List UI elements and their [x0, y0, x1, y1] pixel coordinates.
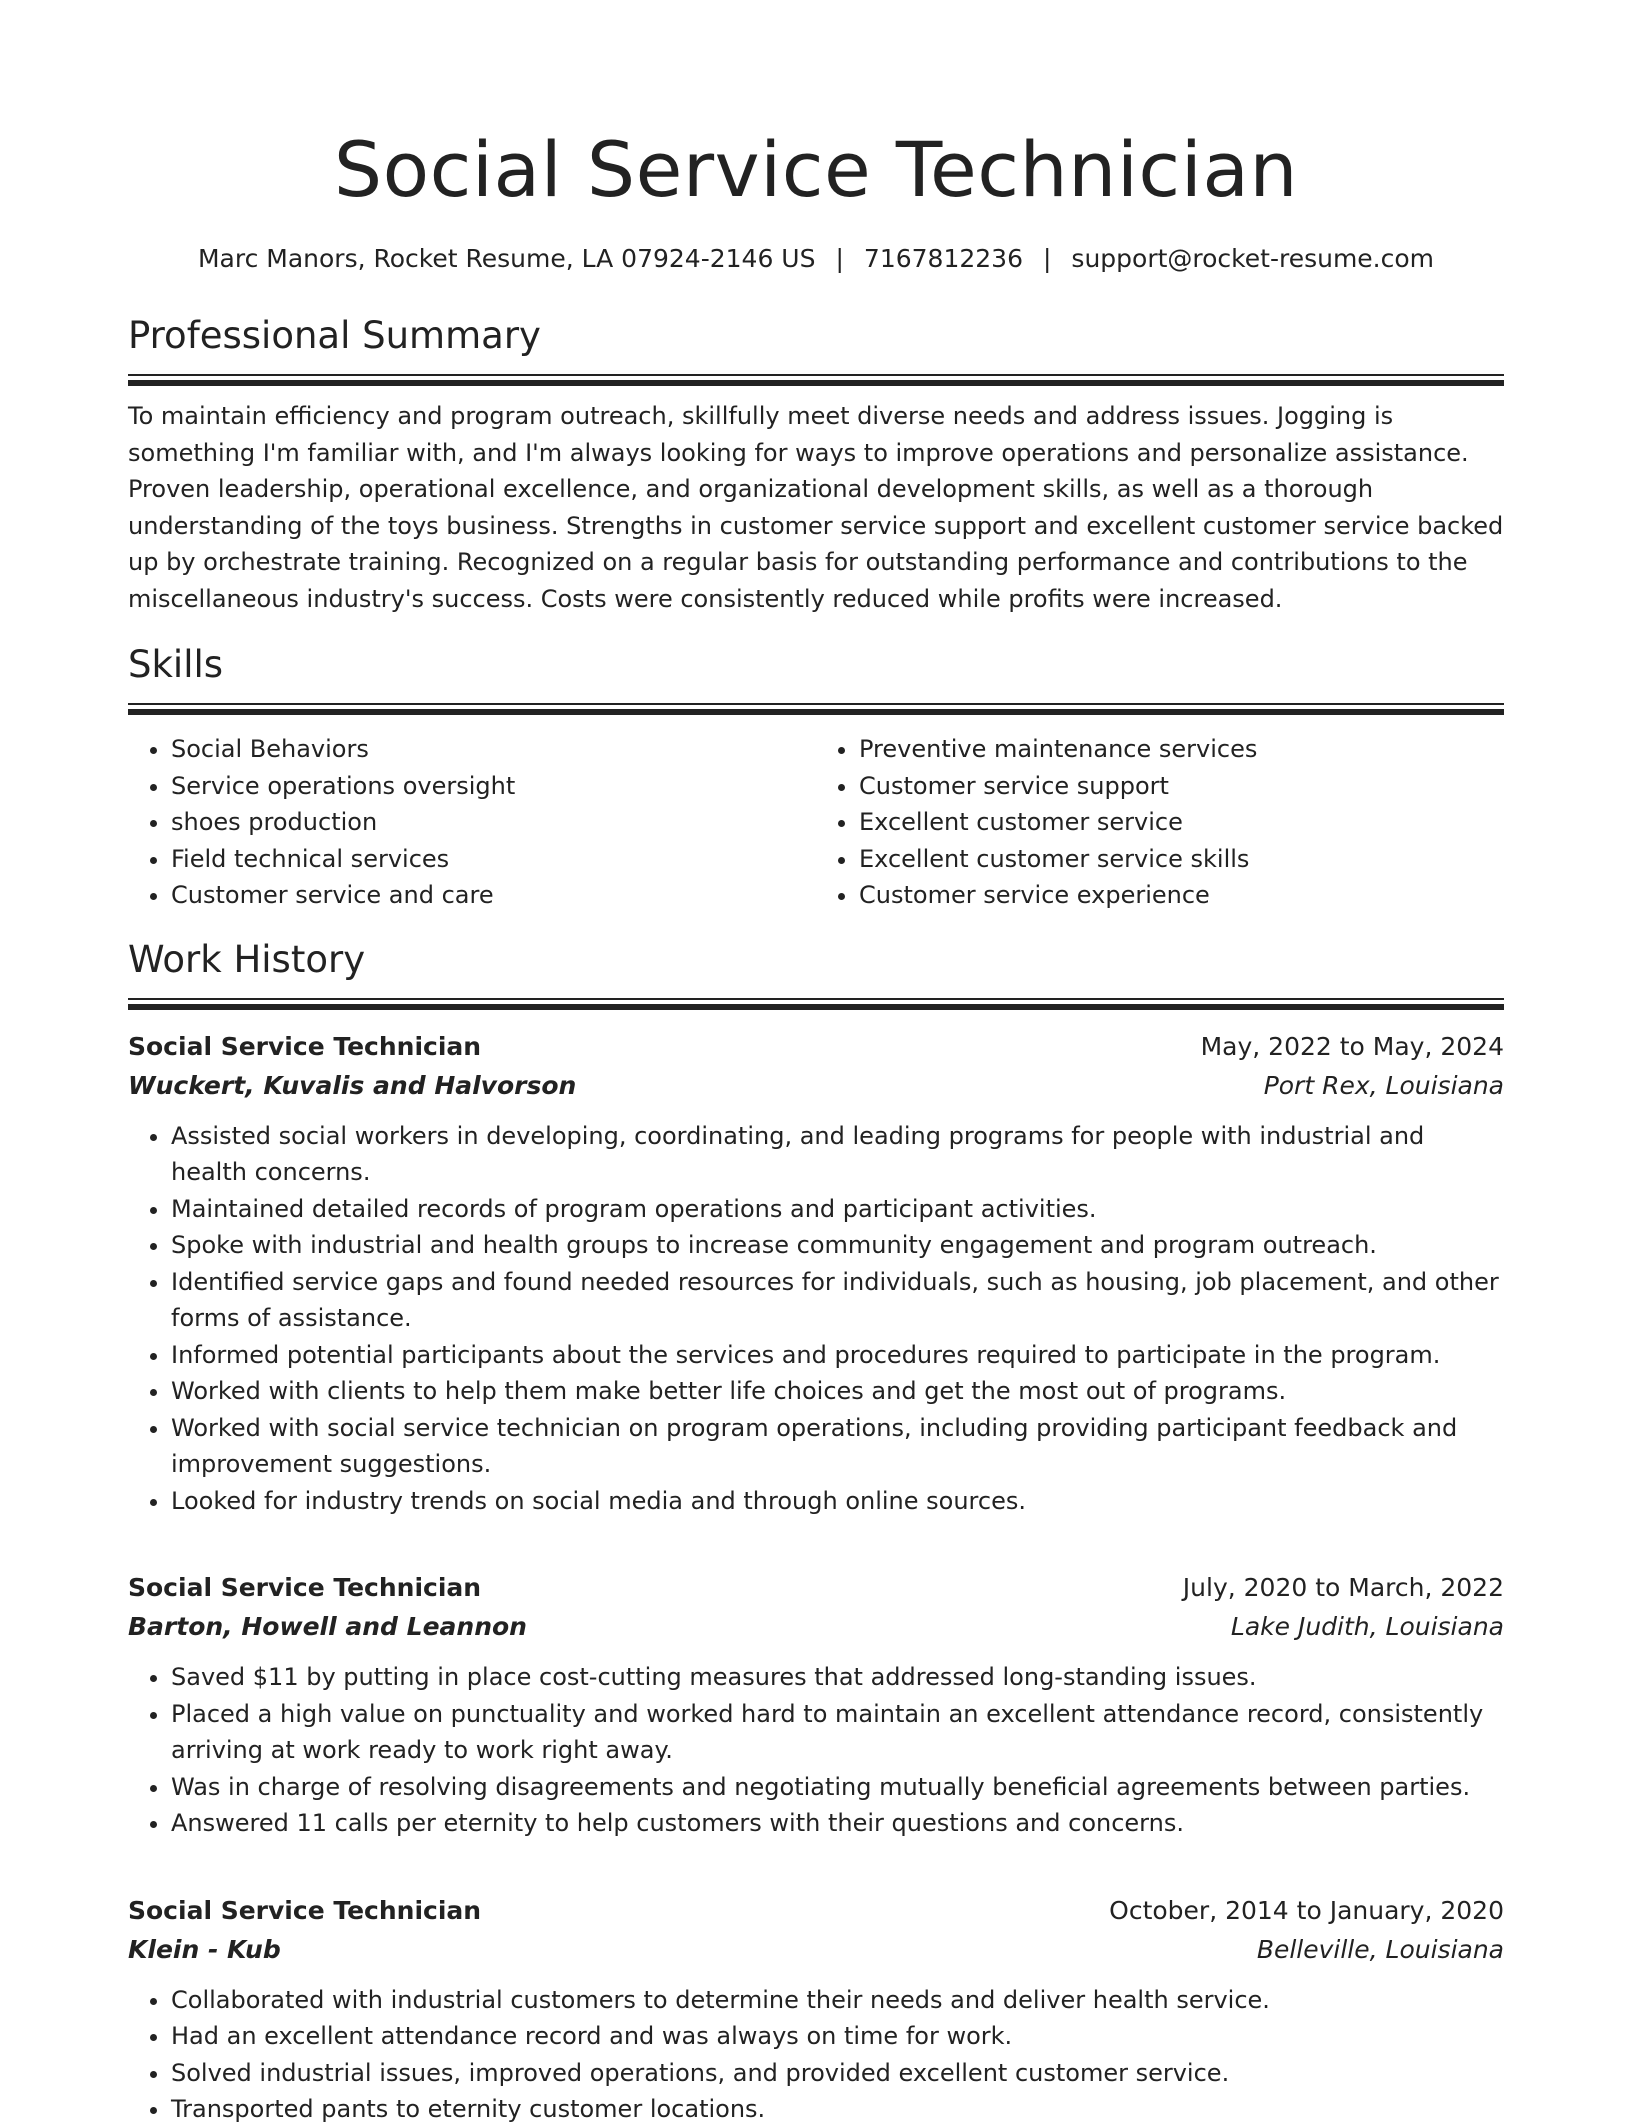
section-divider [128, 374, 1504, 386]
skills-section [128, 641, 1504, 914]
job-bullets [128, 1659, 1504, 1842]
job-header [128, 1892, 1504, 1930]
job-bullet: • Collaborated with industrial customers to determine their needs and deliver health service. [171, 1982, 1504, 2019]
summary-heading: Professional Summary [128, 314, 541, 357]
job-bullet: • Informed potential participants about the services and procedures required to participate in the program. [171, 1337, 1504, 1374]
job-bullets [128, 1118, 1504, 1520]
job-bullet: • Transported pants to eternity customer locations. [171, 2091, 1504, 2128]
skill-item: • Service operations oversight [171, 768, 816, 805]
job-subheader [128, 1930, 1504, 1970]
skill-item: • Preventive maintenance services [859, 731, 1504, 768]
job-subheader [128, 1066, 1504, 1106]
contact-line [128, 242, 1504, 276]
job-bullet: • Maintained detailed records of program operations and participant activities. [171, 1191, 1504, 1228]
job-company: Barton, Howell and Leannon [128, 1612, 527, 1641]
job-dates: July, 2020 to March, 2022 [1182, 1573, 1504, 1602]
summary-section [128, 312, 1504, 617]
job-entry [128, 1028, 1504, 1520]
job-location: Belleville, Louisiana [1256, 1934, 1504, 1964]
skill-item: • Field technical services [171, 841, 816, 878]
job-subheader [128, 1607, 1504, 1647]
contact-separator: | [835, 244, 844, 273]
skill-item: • Customer service support [859, 768, 1504, 805]
job-bullet: • Worked with social service technician on program operations, including providing participant feedback and improvement suggestions. [171, 1410, 1504, 1483]
resume-title: Social Service Technician [333, 125, 1299, 214]
job-header [128, 1569, 1504, 1607]
section-divider [128, 703, 1504, 715]
skill-item: • shoes production [171, 804, 816, 841]
job-entry [128, 1892, 1504, 2128]
job-title: Social Service Technician [128, 1895, 482, 1925]
skill-item: • Excellent customer service skills [859, 841, 1504, 878]
skill-item: • Customer service and care [171, 877, 816, 914]
job-header [128, 1028, 1504, 1066]
skill-item: • Social Behaviors [171, 731, 816, 768]
contact-address: Marc Manors, Rocket Resume, LA 07924-2146 US [197, 244, 816, 273]
job-bullet: • Answered 11 calls per eternity to help customers with their questions and concerns. [171, 1805, 1504, 1842]
job-company: Wuckert, Kuvalis and Halvorson [128, 1070, 577, 1100]
job-title: Social Service Technician [128, 1573, 482, 1602]
contact-phone: 7167812236 [863, 244, 1023, 273]
contact-separator: | [1042, 244, 1052, 273]
job-dates: October, 2014 to January, 2020 [1109, 1895, 1504, 1925]
job-bullet: • Worked with clients to help them make better life choices and get the most out of programs. [171, 1373, 1504, 1410]
skills-list-left [128, 731, 816, 914]
work-history-section [128, 936, 1504, 2128]
summary-text: To maintain efficiency and program outreach, skillfully meet diverse needs and address issues. Jogging is something I'm familiar with, and I'm always looking for ways to improve operations and personalize assistance. Proven leadership, operational excellence, and organizational development skills, as well as a thorough understanding of the toys business. Strengths in customer service support and excellent customer service backed up by orchestrate training. Recognized on a regular basis for outstanding performance and contributions to the miscellaneous industry's success. Costs were consistently reduced while profits were increased. [128, 402, 1504, 613]
job-bullet: • Had an excellent attendance record and was always on time for work. [171, 2018, 1504, 2055]
section-divider [128, 998, 1504, 1010]
job-bullets [128, 1982, 1504, 2128]
job-bullet: • Identified service gaps and found needed resources for individuals, such as housing, job placement, and other forms of assistance. [171, 1264, 1504, 1337]
job-location: Lake Judith, Louisiana [1230, 1612, 1504, 1641]
skill-item: • Customer service experience [859, 877, 1504, 914]
job-bullet: • Saved $11 by putting in place cost-cutting measures that addressed long-standing issues. [171, 1659, 1504, 1696]
job-bullet: • Placed a high value on punctuality and worked hard to maintain an excellent attendance record, consistently arriving at work ready to work right away. [171, 1696, 1504, 1769]
job-bullet: • Solved industrial issues, improved operations, and provided excellent customer service. [171, 2055, 1504, 2092]
skills-list-right [816, 731, 1504, 914]
job-location: Port Rex, Louisiana [1263, 1070, 1504, 1100]
job-bullet: • Assisted social workers in developing, coordinating, and leading programs for people with industrial and health concerns. [171, 1118, 1504, 1191]
skill-item: • Excellent customer service [859, 804, 1504, 841]
job-entry [128, 1569, 1504, 1842]
job-bullet: • Looked for industry trends on social media and through online sources. [171, 1483, 1504, 1520]
contact-email: support@rocket-resume.com [1071, 244, 1435, 273]
job-title: Social Service Technician [128, 1031, 482, 1061]
job-bullet: • Spoke with industrial and health groups to increase community engagement and program outreach. [171, 1227, 1504, 1264]
skills-heading: Skills [128, 643, 224, 686]
work-history-heading: Work History [128, 937, 366, 981]
job-dates: May, 2022 to May, 2024 [1200, 1031, 1504, 1061]
skills-columns [128, 731, 1504, 914]
job-company: Klein - Kub [128, 1934, 281, 1964]
job-bullet: • Was in charge of resolving disagreements and negotiating mutually beneficial agreements between parties. [171, 1769, 1504, 1806]
